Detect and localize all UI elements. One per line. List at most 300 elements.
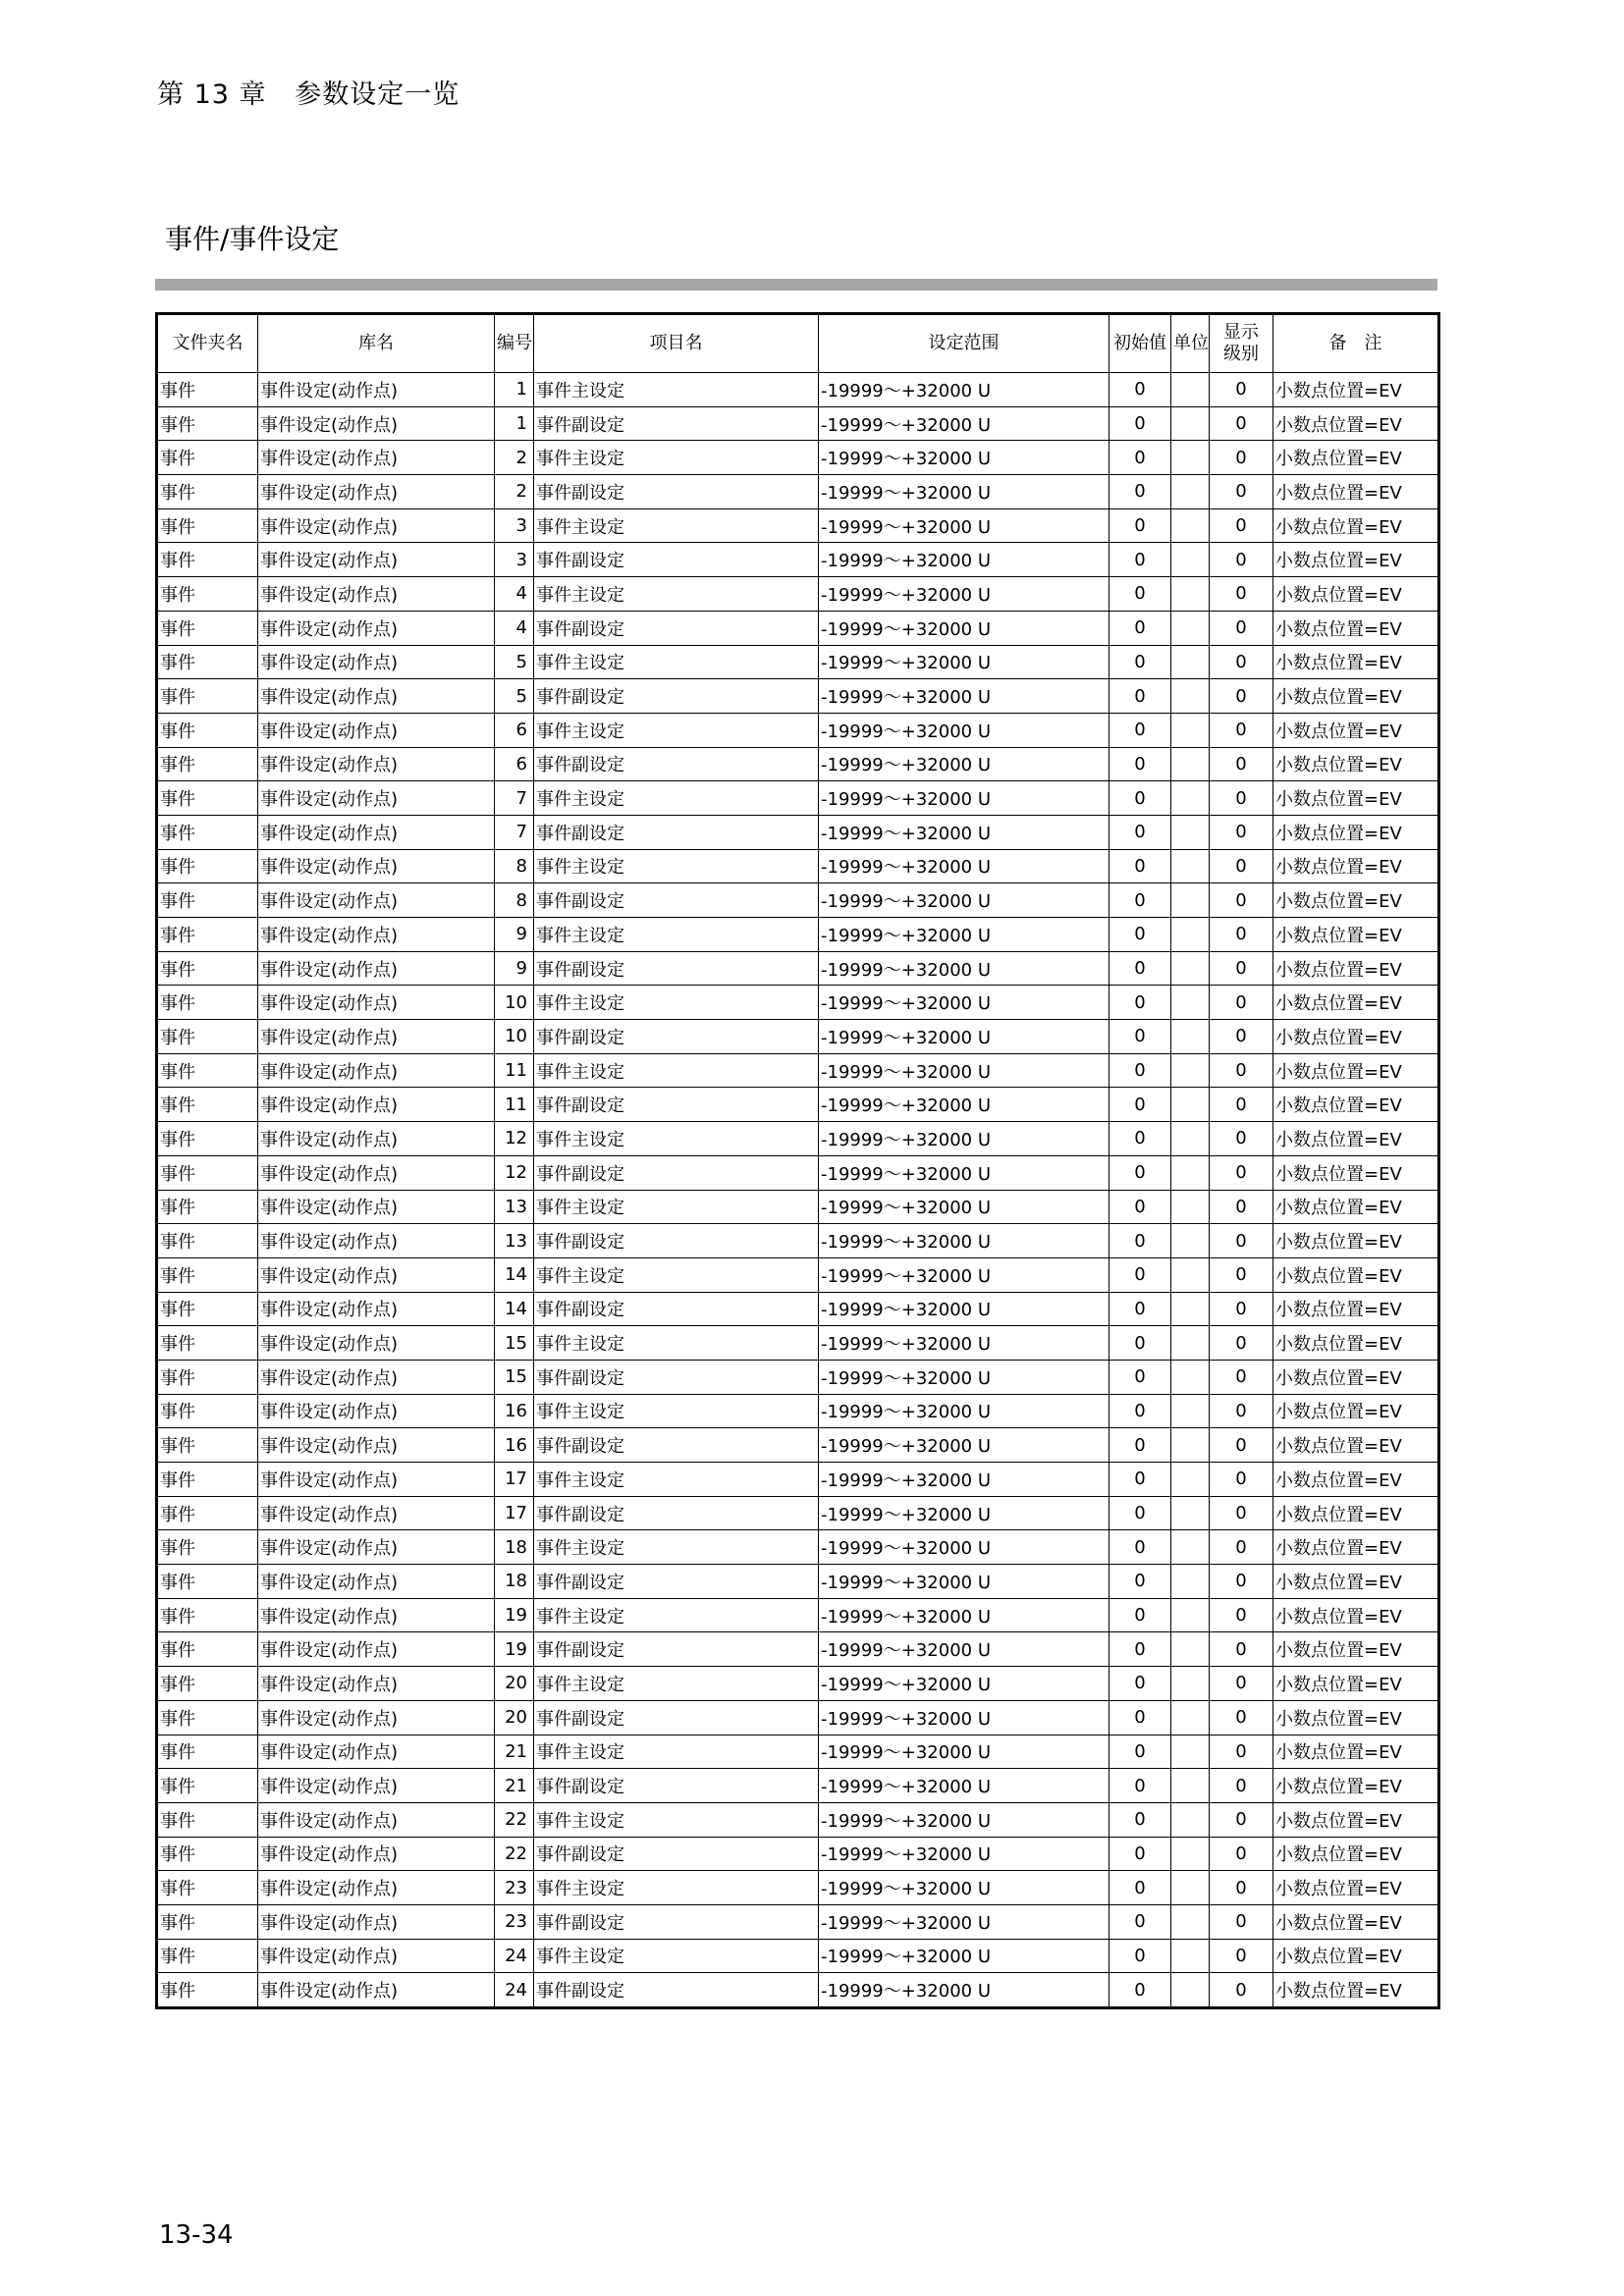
cell-library: 事件设定(动作点) [258, 1190, 495, 1224]
cell-range: -19999～+32000 U [819, 1394, 1110, 1428]
cell-number: 5 [495, 679, 534, 714]
cell-range: -19999～+32000 U [819, 1053, 1110, 1088]
cell-folder: 事件 [157, 1394, 258, 1428]
cell-item: 事件副设定 [534, 1973, 819, 2008]
cell-folder: 事件 [157, 406, 258, 441]
col-header-display-level [1210, 314, 1273, 373]
cell-item: 事件主设定 [534, 508, 819, 543]
cell-unit [1171, 1020, 1210, 1054]
cell-display-level: 0 [1210, 1463, 1273, 1497]
cell-unit [1171, 1632, 1210, 1667]
cell-unit [1171, 883, 1210, 918]
cell-folder: 事件 [157, 815, 258, 849]
cell-range: -19999～+32000 U [819, 1155, 1110, 1190]
cell-range: -19999～+32000 U [819, 815, 1110, 849]
cell-remarks: 小数点位置=EV [1273, 1326, 1439, 1361]
cell-display-level: 0 [1210, 475, 1273, 509]
cell-library: 事件设定(动作点) [258, 679, 495, 714]
cell-unit [1171, 781, 1210, 816]
cell-number: 7 [495, 781, 534, 816]
cell-initial: 0 [1110, 1496, 1171, 1530]
cell-display-level: 0 [1210, 1360, 1273, 1394]
cell-library: 事件设定(动作点) [258, 373, 495, 407]
cell-number: 8 [495, 849, 534, 883]
table-row [157, 1394, 1439, 1428]
cell-number: 5 [495, 645, 534, 679]
cell-item: 事件副设定 [534, 815, 819, 849]
cell-library: 事件设定(动作点) [258, 1735, 495, 1769]
cell-remarks: 小数点位置=EV [1273, 883, 1439, 918]
cell-remarks: 小数点位置=EV [1273, 508, 1439, 543]
cell-folder: 事件 [157, 1837, 258, 1871]
cell-unit [1171, 1735, 1210, 1769]
cell-display-level: 0 [1210, 1020, 1273, 1054]
cell-library: 事件设定(动作点) [258, 1565, 495, 1599]
table-row [157, 577, 1439, 612]
cell-display-level: 0 [1210, 645, 1273, 679]
table-row [157, 1530, 1439, 1565]
cell-item: 事件副设定 [534, 1700, 819, 1735]
cell-display-level: 0 [1210, 1088, 1273, 1122]
cell-folder: 事件 [157, 883, 258, 918]
cell-number: 20 [495, 1667, 534, 1701]
cell-folder: 事件 [157, 1122, 258, 1156]
cell-remarks: 小数点位置=EV [1273, 577, 1439, 612]
cell-unit [1171, 713, 1210, 747]
cell-number: 23 [495, 1871, 534, 1905]
cell-folder: 事件 [157, 986, 258, 1020]
cell-library: 事件设定(动作点) [258, 441, 495, 475]
page-number: 13-34 [159, 2220, 234, 2250]
cell-initial: 0 [1110, 1326, 1171, 1361]
cell-remarks: 小数点位置=EV [1273, 1939, 1439, 1973]
cell-item: 事件副设定 [534, 747, 819, 781]
cell-library: 事件设定(动作点) [258, 577, 495, 612]
cell-display-level: 0 [1210, 1496, 1273, 1530]
table-row [157, 1020, 1439, 1054]
cell-remarks: 小数点位置=EV [1273, 1122, 1439, 1156]
cell-item: 事件副设定 [534, 883, 819, 918]
cell-folder: 事件 [157, 679, 258, 714]
cell-library: 事件设定(动作点) [258, 1463, 495, 1497]
cell-item: 事件主设定 [534, 1053, 819, 1088]
cell-folder: 事件 [157, 1598, 258, 1632]
cell-unit [1171, 1155, 1210, 1190]
cell-unit [1171, 849, 1210, 883]
cell-unit [1171, 475, 1210, 509]
cell-library: 事件设定(动作点) [258, 1428, 495, 1463]
cell-library: 事件设定(动作点) [258, 986, 495, 1020]
cell-display-level: 0 [1210, 577, 1273, 612]
cell-initial: 0 [1110, 1053, 1171, 1088]
cell-range: -19999～+32000 U [819, 713, 1110, 747]
cell-item: 事件副设定 [534, 1837, 819, 1871]
cell-library: 事件设定(动作点) [258, 475, 495, 509]
cell-folder: 事件 [157, 577, 258, 612]
cell-range: -19999～+32000 U [819, 986, 1110, 1020]
cell-display-level: 0 [1210, 1326, 1273, 1361]
cell-range: -19999～+32000 U [819, 611, 1110, 645]
table-row [157, 1190, 1439, 1224]
cell-range: -19999～+32000 U [819, 1904, 1110, 1939]
cell-folder: 事件 [157, 918, 258, 952]
cell-unit [1171, 1360, 1210, 1394]
cell-display-level: 0 [1210, 986, 1273, 1020]
cell-unit [1171, 1326, 1210, 1361]
cell-item: 事件主设定 [534, 849, 819, 883]
cell-initial: 0 [1110, 1224, 1171, 1258]
cell-number: 13 [495, 1224, 534, 1258]
cell-folder: 事件 [157, 1632, 258, 1667]
cell-library: 事件设定(动作点) [258, 1394, 495, 1428]
cell-display-level: 0 [1210, 1700, 1273, 1735]
cell-unit [1171, 1667, 1210, 1701]
cell-range: -19999～+32000 U [819, 1020, 1110, 1054]
cell-range: -19999～+32000 U [819, 1871, 1110, 1905]
cell-unit [1171, 645, 1210, 679]
cell-number: 15 [495, 1360, 534, 1394]
cell-number: 24 [495, 1939, 534, 1973]
chapter-heading: 第 13 章 参数设定一览 [157, 80, 460, 110]
cell-unit [1171, 1122, 1210, 1156]
cell-number: 16 [495, 1394, 534, 1428]
cell-folder: 事件 [157, 1326, 258, 1361]
cell-initial: 0 [1110, 747, 1171, 781]
cell-number: 14 [495, 1257, 534, 1292]
cell-remarks: 小数点位置=EV [1273, 1973, 1439, 2008]
cell-display-level: 0 [1210, 1155, 1273, 1190]
cell-library: 事件设定(动作点) [258, 1360, 495, 1394]
cell-unit [1171, 1837, 1210, 1871]
cell-item: 事件副设定 [534, 611, 819, 645]
cell-initial: 0 [1110, 679, 1171, 714]
display-level-line-1: 显示 [1223, 322, 1259, 343]
cell-range: -19999～+32000 U [819, 883, 1110, 918]
cell-remarks: 小数点位置=EV [1273, 1496, 1439, 1530]
cell-range: -19999～+32000 U [819, 508, 1110, 543]
cell-initial: 0 [1110, 1020, 1171, 1054]
table-row [157, 1802, 1439, 1837]
cell-range: -19999～+32000 U [819, 1973, 1110, 2008]
cell-item: 事件副设定 [534, 1565, 819, 1599]
cell-unit [1171, 1598, 1210, 1632]
cell-display-level: 0 [1210, 1802, 1273, 1837]
cell-initial: 0 [1110, 986, 1171, 1020]
cell-item: 事件主设定 [534, 1735, 819, 1769]
cell-unit [1171, 373, 1210, 407]
table-row [157, 986, 1439, 1020]
cell-number: 6 [495, 747, 534, 781]
cell-initial: 0 [1110, 1155, 1171, 1190]
table-row [157, 441, 1439, 475]
cell-initial: 0 [1110, 1394, 1171, 1428]
cell-number: 16 [495, 1428, 534, 1463]
cell-range: -19999～+32000 U [819, 1939, 1110, 1973]
cell-unit [1171, 1769, 1210, 1803]
col-header-initial: 初始值 [1110, 314, 1171, 373]
cell-number: 3 [495, 543, 534, 577]
cell-item: 事件主设定 [534, 1598, 819, 1632]
section-divider [155, 279, 1437, 291]
cell-number: 9 [495, 951, 534, 986]
cell-display-level: 0 [1210, 508, 1273, 543]
table-row [157, 849, 1439, 883]
cell-item: 事件主设定 [534, 986, 819, 1020]
cell-number: 20 [495, 1700, 534, 1735]
cell-unit [1171, 1802, 1210, 1837]
cell-initial: 0 [1110, 1735, 1171, 1769]
cell-library: 事件设定(动作点) [258, 1257, 495, 1292]
cell-unit [1171, 1904, 1210, 1939]
cell-unit [1171, 679, 1210, 714]
cell-display-level: 0 [1210, 1530, 1273, 1565]
table-row [157, 373, 1439, 407]
cell-initial: 0 [1110, 1632, 1171, 1667]
cell-initial: 0 [1110, 508, 1171, 543]
cell-display-level: 0 [1210, 951, 1273, 986]
table-row [157, 1667, 1439, 1701]
cell-unit [1171, 441, 1210, 475]
cell-display-level: 0 [1210, 1292, 1273, 1326]
cell-item: 事件副设定 [534, 543, 819, 577]
cell-remarks: 小数点位置=EV [1273, 1565, 1439, 1599]
cell-number: 7 [495, 815, 534, 849]
cell-display-level: 0 [1210, 1632, 1273, 1667]
cell-unit [1171, 577, 1210, 612]
cell-item: 事件副设定 [534, 1088, 819, 1122]
cell-number: 10 [495, 1020, 534, 1054]
cell-initial: 0 [1110, 373, 1171, 407]
table-row [157, 679, 1439, 714]
cell-remarks: 小数点位置=EV [1273, 815, 1439, 849]
cell-folder: 事件 [157, 713, 258, 747]
cell-number: 1 [495, 373, 534, 407]
cell-display-level: 0 [1210, 1565, 1273, 1599]
cell-initial: 0 [1110, 475, 1171, 509]
cell-remarks: 小数点位置=EV [1273, 1428, 1439, 1463]
cell-range: -19999～+32000 U [819, 918, 1110, 952]
cell-folder: 事件 [157, 645, 258, 679]
cell-display-level: 0 [1210, 747, 1273, 781]
cell-range: -19999～+32000 U [819, 1565, 1110, 1599]
cell-range: -19999～+32000 U [819, 441, 1110, 475]
cell-item: 事件主设定 [534, 1802, 819, 1837]
cell-folder: 事件 [157, 475, 258, 509]
cell-initial: 0 [1110, 1904, 1171, 1939]
cell-display-level: 0 [1210, 1837, 1273, 1871]
cell-range: -19999～+32000 U [819, 1667, 1110, 1701]
cell-unit [1171, 508, 1210, 543]
parameter-table [155, 312, 1440, 2009]
cell-library: 事件设定(动作点) [258, 883, 495, 918]
cell-initial: 0 [1110, 1292, 1171, 1326]
cell-library: 事件设定(动作点) [258, 1224, 495, 1258]
cell-unit [1171, 1530, 1210, 1565]
cell-library: 事件设定(动作点) [258, 508, 495, 543]
table-row [157, 713, 1439, 747]
cell-range: -19999～+32000 U [819, 1632, 1110, 1667]
col-header-folder: 文件夹名 [157, 314, 258, 373]
cell-number: 6 [495, 713, 534, 747]
cell-display-level: 0 [1210, 1053, 1273, 1088]
cell-display-level: 0 [1210, 406, 1273, 441]
cell-unit [1171, 1428, 1210, 1463]
cell-initial: 0 [1110, 1769, 1171, 1803]
cell-range: -19999～+32000 U [819, 1292, 1110, 1326]
cell-library: 事件设定(动作点) [258, 645, 495, 679]
cell-unit [1171, 543, 1210, 577]
cell-remarks: 小数点位置=EV [1273, 1667, 1439, 1701]
cell-remarks: 小数点位置=EV [1273, 406, 1439, 441]
cell-number: 2 [495, 441, 534, 475]
cell-item: 事件副设定 [534, 1632, 819, 1667]
cell-library: 事件设定(动作点) [258, 747, 495, 781]
cell-item: 事件主设定 [534, 1122, 819, 1156]
cell-remarks: 小数点位置=EV [1273, 918, 1439, 952]
cell-range: -19999～+32000 U [819, 1496, 1110, 1530]
cell-initial: 0 [1110, 645, 1171, 679]
cell-item: 事件主设定 [534, 781, 819, 816]
cell-remarks: 小数点位置=EV [1273, 373, 1439, 407]
cell-item: 事件主设定 [534, 1326, 819, 1361]
cell-library: 事件设定(动作点) [258, 849, 495, 883]
cell-folder: 事件 [157, 441, 258, 475]
cell-library: 事件设定(动作点) [258, 1530, 495, 1565]
cell-item: 事件副设定 [534, 406, 819, 441]
parameter-table-container [155, 312, 1437, 2009]
cell-library: 事件设定(动作点) [258, 1088, 495, 1122]
cell-folder: 事件 [157, 1973, 258, 2008]
cell-library: 事件设定(动作点) [258, 406, 495, 441]
cell-unit [1171, 1565, 1210, 1599]
cell-folder: 事件 [157, 1939, 258, 1973]
cell-number: 22 [495, 1802, 534, 1837]
cell-initial: 0 [1110, 1088, 1171, 1122]
cell-unit [1171, 747, 1210, 781]
cell-initial: 0 [1110, 951, 1171, 986]
cell-folder: 事件 [157, 1224, 258, 1258]
cell-remarks: 小数点位置=EV [1273, 986, 1439, 1020]
cell-item: 事件副设定 [534, 1769, 819, 1803]
cell-number: 21 [495, 1735, 534, 1769]
cell-initial: 0 [1110, 1190, 1171, 1224]
cell-remarks: 小数点位置=EV [1273, 1598, 1439, 1632]
cell-folder: 事件 [157, 1360, 258, 1394]
cell-display-level: 0 [1210, 1122, 1273, 1156]
cell-folder: 事件 [157, 1904, 258, 1939]
cell-folder: 事件 [157, 1053, 258, 1088]
cell-display-level: 0 [1210, 849, 1273, 883]
cell-library: 事件设定(动作点) [258, 815, 495, 849]
cell-range: -19999～+32000 U [819, 1700, 1110, 1735]
cell-unit [1171, 1394, 1210, 1428]
cell-display-level: 0 [1210, 713, 1273, 747]
cell-initial: 0 [1110, 1802, 1171, 1837]
cell-library: 事件设定(动作点) [258, 1292, 495, 1326]
cell-item: 事件主设定 [534, 1190, 819, 1224]
cell-initial: 0 [1110, 1700, 1171, 1735]
cell-display-level: 0 [1210, 1598, 1273, 1632]
cell-folder: 事件 [157, 1155, 258, 1190]
cell-initial: 0 [1110, 441, 1171, 475]
cell-item: 事件主设定 [534, 1667, 819, 1701]
cell-display-level: 0 [1210, 611, 1273, 645]
col-header-item: 项目名 [534, 314, 819, 373]
display-level-line-2: 级别 [1223, 344, 1259, 364]
table-row [157, 1598, 1439, 1632]
cell-number: 13 [495, 1190, 534, 1224]
cell-initial: 0 [1110, 1871, 1171, 1905]
cell-item: 事件副设定 [534, 679, 819, 714]
cell-folder: 事件 [157, 1496, 258, 1530]
cell-item: 事件主设定 [534, 645, 819, 679]
cell-range: -19999～+32000 U [819, 1463, 1110, 1497]
cell-number: 12 [495, 1155, 534, 1190]
cell-item: 事件主设定 [534, 1530, 819, 1565]
cell-initial: 0 [1110, 1837, 1171, 1871]
table-row [157, 1326, 1439, 1361]
cell-remarks: 小数点位置=EV [1273, 1257, 1439, 1292]
cell-folder: 事件 [157, 747, 258, 781]
cell-item: 事件副设定 [534, 1428, 819, 1463]
cell-remarks: 小数点位置=EV [1273, 441, 1439, 475]
cell-remarks: 小数点位置=EV [1273, 611, 1439, 645]
cell-initial: 0 [1110, 883, 1171, 918]
cell-remarks: 小数点位置=EV [1273, 849, 1439, 883]
cell-range: -19999～+32000 U [819, 406, 1110, 441]
cell-range: -19999～+32000 U [819, 1428, 1110, 1463]
cell-item: 事件主设定 [534, 1394, 819, 1428]
cell-library: 事件设定(动作点) [258, 1496, 495, 1530]
cell-remarks: 小数点位置=EV [1273, 1394, 1439, 1428]
cell-initial: 0 [1110, 849, 1171, 883]
cell-range: -19999～+32000 U [819, 679, 1110, 714]
cell-initial: 0 [1110, 781, 1171, 816]
cell-library: 事件设定(动作点) [258, 1973, 495, 2008]
cell-range: -19999～+32000 U [819, 1088, 1110, 1122]
cell-number: 9 [495, 918, 534, 952]
cell-initial: 0 [1110, 1939, 1171, 1973]
cell-range: -19999～+32000 U [819, 1360, 1110, 1394]
cell-number: 18 [495, 1530, 534, 1565]
cell-folder: 事件 [157, 1020, 258, 1054]
cell-item: 事件主设定 [534, 373, 819, 407]
cell-number: 11 [495, 1053, 534, 1088]
cell-display-level: 0 [1210, 1973, 1273, 2008]
cell-display-level: 0 [1210, 1190, 1273, 1224]
cell-folder: 事件 [157, 1463, 258, 1497]
cell-remarks: 小数点位置=EV [1273, 1292, 1439, 1326]
cell-remarks: 小数点位置=EV [1273, 475, 1439, 509]
cell-initial: 0 [1110, 713, 1171, 747]
cell-remarks: 小数点位置=EV [1273, 1700, 1439, 1735]
cell-unit [1171, 1224, 1210, 1258]
table-row [157, 1871, 1439, 1905]
cell-unit [1171, 1292, 1210, 1326]
cell-range: -19999～+32000 U [819, 1530, 1110, 1565]
cell-unit [1171, 1088, 1210, 1122]
cell-item: 事件主设定 [534, 1463, 819, 1497]
cell-library: 事件设定(动作点) [258, 781, 495, 816]
cell-unit [1171, 1871, 1210, 1905]
cell-number: 3 [495, 508, 534, 543]
cell-folder: 事件 [157, 373, 258, 407]
cell-initial: 0 [1110, 611, 1171, 645]
cell-remarks: 小数点位置=EV [1273, 1632, 1439, 1667]
cell-range: -19999～+32000 U [819, 849, 1110, 883]
cell-initial: 0 [1110, 918, 1171, 952]
cell-unit [1171, 1053, 1210, 1088]
